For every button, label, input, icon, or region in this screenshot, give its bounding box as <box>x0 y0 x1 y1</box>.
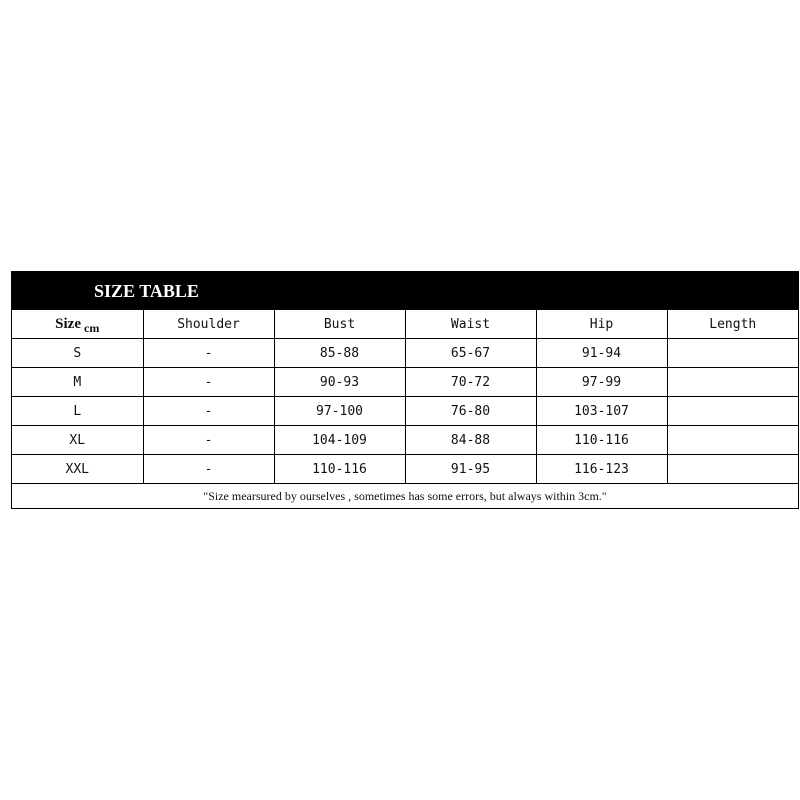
waist-cell: 91-95 <box>405 455 536 484</box>
waist-cell: 84-88 <box>405 426 536 455</box>
note-row <box>12 484 798 509</box>
table-title: SIZE TABLE <box>12 272 798 310</box>
hip-column-header: Hip <box>536 310 667 339</box>
waist-cell: 70-72 <box>405 368 536 397</box>
shoulder-cell: - <box>143 368 274 397</box>
length-column-header: Length <box>667 310 798 339</box>
bust-cell: 97-100 <box>274 397 405 426</box>
header-row <box>12 310 798 339</box>
shoulder-cell: - <box>143 339 274 368</box>
table-row <box>12 455 798 484</box>
table-row <box>12 426 798 455</box>
size-column-header <box>12 310 143 339</box>
bust-column-header: Bust <box>274 310 405 339</box>
hip-cell: 103-107 <box>536 397 667 426</box>
shoulder-column-header: Shoulder <box>143 310 274 339</box>
size-cell: XXL <box>12 455 143 484</box>
length-cell <box>667 397 798 426</box>
waist-cell: 65-67 <box>405 339 536 368</box>
hip-cell: 110-116 <box>536 426 667 455</box>
shoulder-cell: - <box>143 455 274 484</box>
table-row <box>12 339 798 368</box>
length-cell <box>667 339 798 368</box>
size-table <box>11 271 799 509</box>
shoulder-cell: - <box>143 397 274 426</box>
size-header-label: Size <box>55 315 81 332</box>
waist-cell: 76-80 <box>405 397 536 426</box>
bust-cell: 90-93 <box>274 368 405 397</box>
table-row <box>12 368 798 397</box>
bust-cell: 104-109 <box>274 426 405 455</box>
shoulder-cell: - <box>143 426 274 455</box>
hip-cell: 91-94 <box>536 339 667 368</box>
length-cell <box>667 455 798 484</box>
size-chart-table <box>12 310 798 508</box>
size-cell: M <box>12 368 143 397</box>
measurement-note: "Size mearsured by ourselves , sometimes has some errors, but always within 3cm." <box>203 488 607 503</box>
hip-cell: 116-123 <box>536 455 667 484</box>
hip-cell: 97-99 <box>536 368 667 397</box>
size-cell: S <box>12 339 143 368</box>
bust-cell: 110-116 <box>274 455 405 484</box>
table-row <box>12 397 798 426</box>
waist-column-header: Waist <box>405 310 536 339</box>
length-cell <box>667 426 798 455</box>
size-cell: XL <box>12 426 143 455</box>
bust-cell: 85-88 <box>274 339 405 368</box>
size-cell: L <box>12 397 143 426</box>
length-cell <box>667 368 798 397</box>
size-unit-label: cm <box>84 320 100 335</box>
